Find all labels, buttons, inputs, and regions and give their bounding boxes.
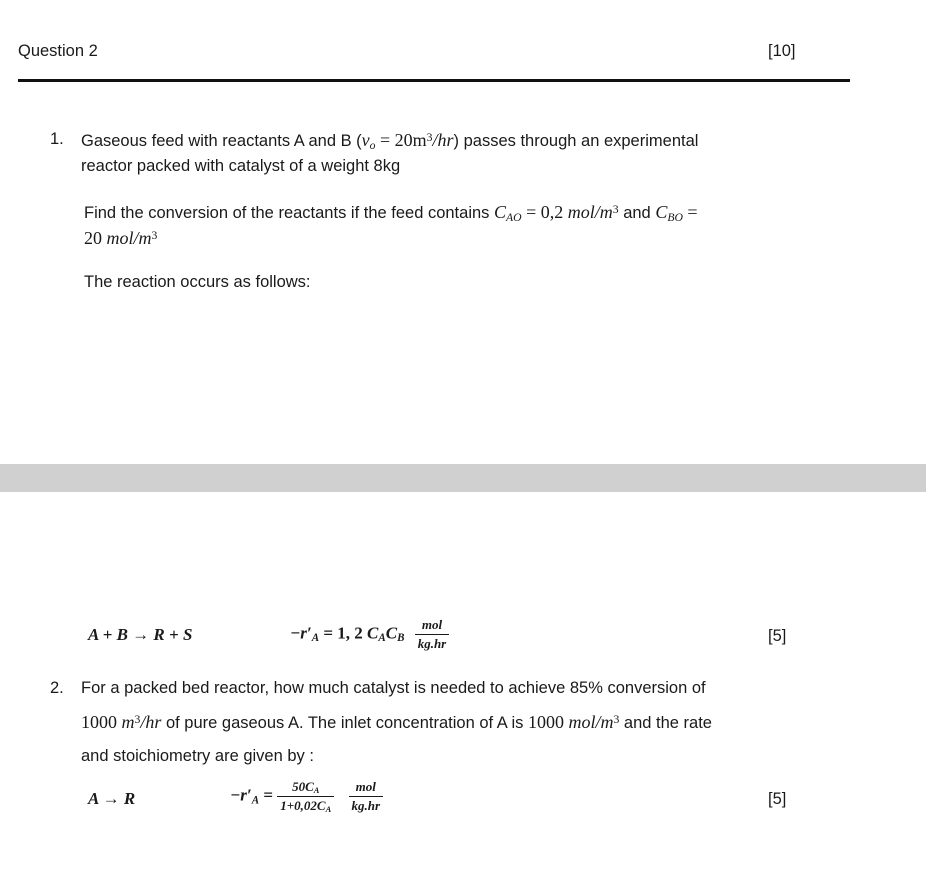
q2-line3: and stoichiometry are given by : — [81, 747, 314, 765]
q1-line2: reactor packed with catalyst of a weight 8kg — [81, 157, 401, 175]
q2-line2: 1000 $m^3/hr$ of pure gaseous A. The inlet concentration of A is 1000 mol/$m^3$ and the rate — [81, 712, 712, 732]
header-divider — [18, 79, 850, 82]
q1-rate-unit-fraction: $\frac{\text{mol}}{kg.hr}$ — [415, 617, 450, 652]
page-break-band — [0, 464, 926, 492]
q1-marks: [5] — [768, 627, 787, 645]
q2-rate-expression-fraction: $\frac{50C_A}{1+0,02C_A}$ — [277, 779, 334, 814]
q2-line1: For a packed bed reactor, how much catalyst is needed to achieve 85% conversion of — [81, 679, 706, 697]
q2-marks: [5] — [768, 790, 787, 808]
q2-rate-unit-fraction: $\frac{\text{mol}}{kg.hr}$ — [349, 779, 384, 814]
q1-reaction-equation: A + B → R + S — [88, 625, 193, 644]
q1-cb0-value: 20 mol/$m^3$ — [84, 228, 158, 248]
q2-number: 2. — [50, 679, 64, 697]
question-title: Question 2 — [18, 42, 98, 60]
total-marks: [10] — [768, 42, 796, 60]
q1-find-text: Find the conversion of the reactants if the feed contains $C_{AO} = 0,2$ mol/$m^3$ and $C_{BO}$ = — [84, 202, 698, 224]
q2-reaction-equation: A → R — [88, 789, 136, 808]
q1-rate-law: $-r'_A = 1$, 2 $C_AC_B$ $\frac{\text{mol}}{kg.hr}$ — [290, 617, 449, 652]
q1-line1: Gaseous feed with reactants A and B $(v_o = 20m^3/hr)$ passes through an experimental — [81, 130, 699, 152]
q2-rate-law: $-r'_A$ = $\frac{50C_A}{1+0,02C_A}$ $\frac{\text{mol}}{kg.hr}$ — [230, 779, 383, 814]
q1-number: 1. — [50, 130, 64, 148]
q1-reaction-intro: The reaction occurs as follows: — [84, 273, 311, 291]
